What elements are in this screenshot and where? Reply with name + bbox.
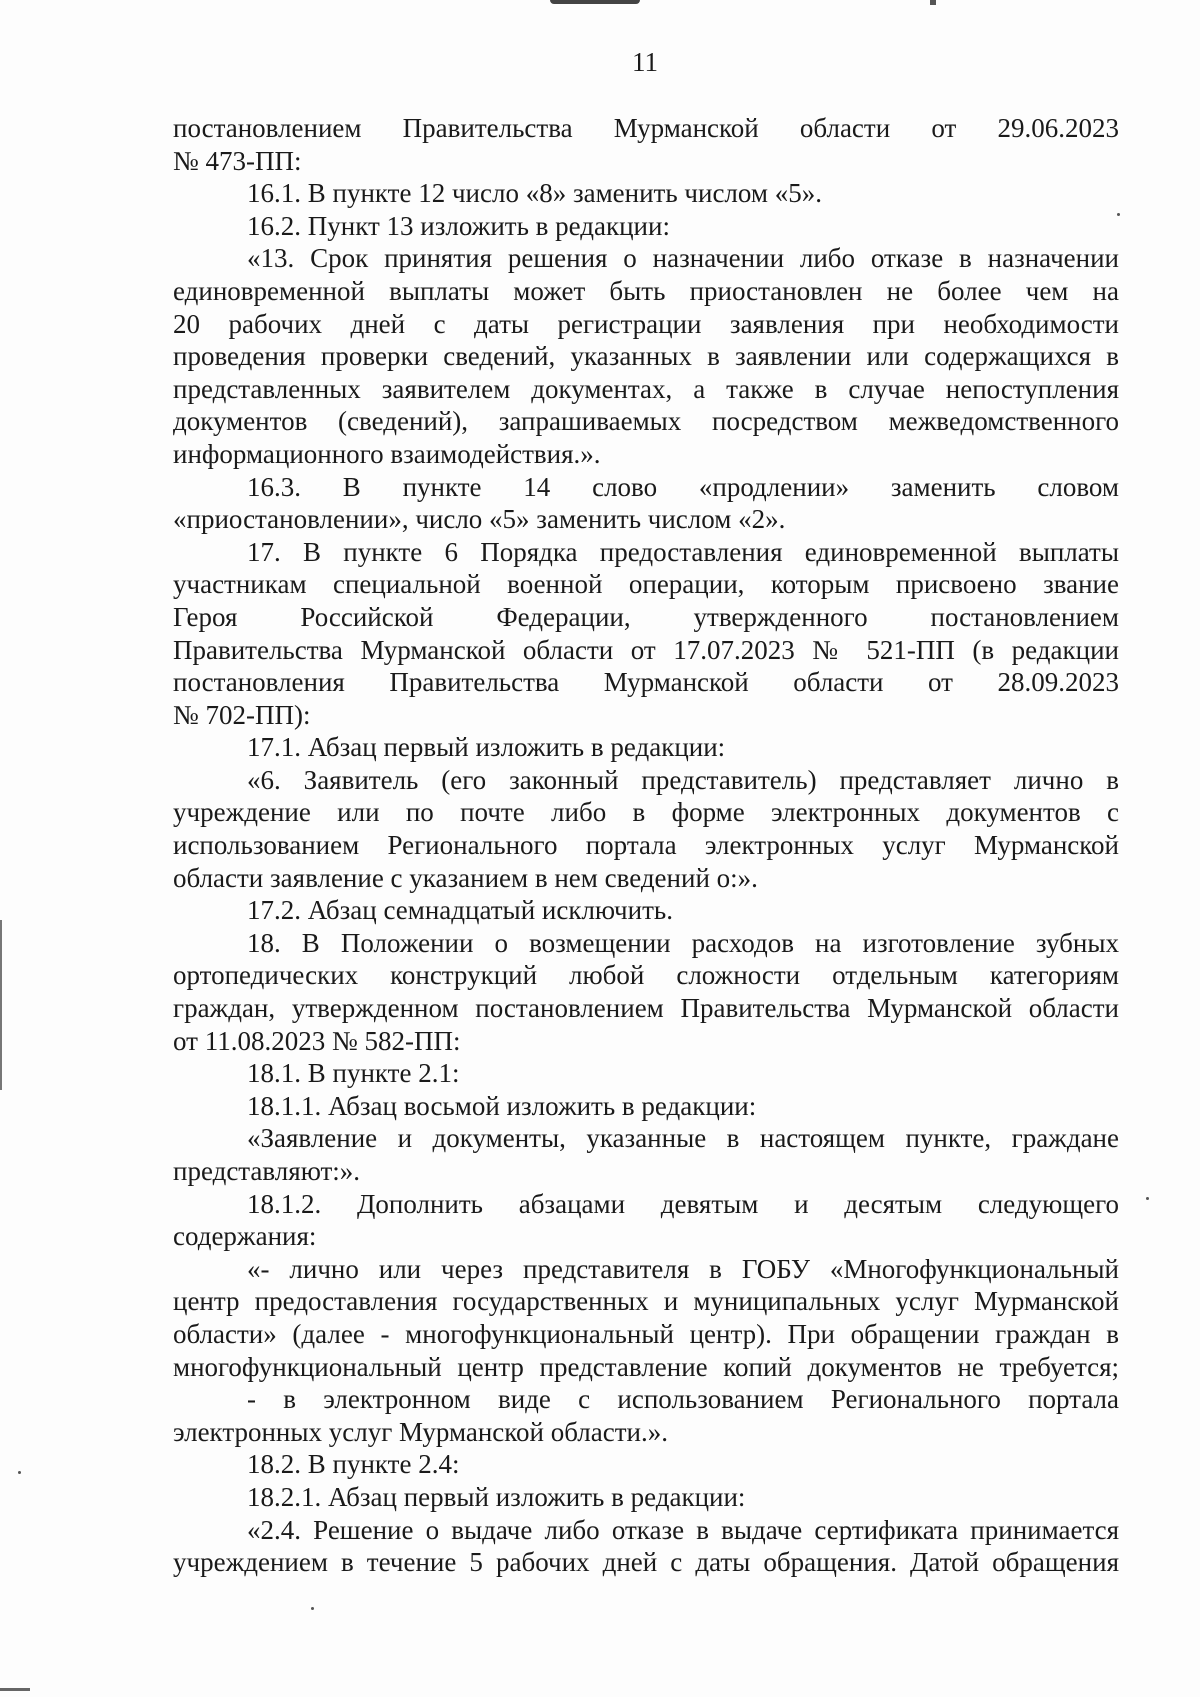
text-line: 16.1. В пункте 12 число «8» заменить числом «5». <box>247 178 822 209</box>
text-line: «Заявление и документы, указанные в настоящем пункте, граждане <box>247 1123 1119 1154</box>
text-line: «13. Срок принятия решения о назначении либо отказе в назначении <box>247 243 1119 274</box>
text-line: Героя Российской Федерации, утвержденного постановлением <box>173 601 1119 632</box>
text-line: «- лично или через представителя в ГОБУ «Многофункциональный <box>247 1253 1119 1284</box>
text-line: «приостановлении», число «5» заменить числом «2». <box>173 504 786 535</box>
text-line: 16.3. В пункте 14 слово «продлении» заменить словом <box>247 471 1119 502</box>
page-number: 11 <box>632 47 658 77</box>
text-line: многофункциональный центр представление копий документов не требуется; <box>173 1351 1119 1382</box>
text-line: участникам специальной военной операции, которым присвоено звание <box>173 569 1119 600</box>
text-line: области заявление с указанием в нем сведений о:». <box>173 862 758 893</box>
scan-artifact-top-right <box>930 0 936 5</box>
text-line: проведения проверки сведений, указанных в заявлении или содержащихся в <box>173 341 1119 372</box>
document-body <box>173 112 1119 1579</box>
text-line: - в электронном виде с использованием Регионального портала <box>247 1384 1119 1415</box>
text-line: представленных заявителем документах, а также в случае непоступления <box>173 373 1119 404</box>
text-line: 16.2. Пункт 13 изложить в редакции: <box>247 210 670 241</box>
text-line: 18.2.1. Абзац первый изложить в редакции: <box>247 1481 746 1512</box>
text-line: учреждением в течение 5 рабочих дней с даты обращения. Датой обращения <box>173 1547 1119 1578</box>
text-line: Правительства Мурманской области от 17.07.2023 № 521-ПП (в редакции <box>173 634 1119 665</box>
text-line: постановления Правительства Мурманской области от 28.09.2023 <box>173 667 1119 698</box>
text-line: центр предоставления государственных и муниципальных услуг Мурманской <box>173 1286 1119 1317</box>
text-line: № 473-ПП: <box>173 145 302 176</box>
text-line: 17. В пункте 6 Порядка предоставления единовременной выплаты <box>247 536 1119 567</box>
text-line: 20 рабочих дней с даты регистрации заявления при необходимости <box>173 308 1119 339</box>
scan-artifact-left-edge <box>0 920 2 1090</box>
text-line: «6. Заявитель (его законный представитель) представляет лично в <box>247 764 1119 795</box>
text-line: области» (далее - многофункциональный центр). При обращении граждан в <box>173 1318 1119 1349</box>
text-line: 18.1.2. Дополнить абзацами девятым и десятым следующего <box>247 1188 1119 1219</box>
text-line: 17.2. Абзац семнадцатый исключить. <box>247 895 673 926</box>
scan-artifact-bottom <box>0 1688 30 1691</box>
text-line: содержания: <box>173 1221 317 1252</box>
scan-speck <box>311 1607 314 1610</box>
text-line: документов (сведений), запрашиваемых посредством межведомственного <box>173 406 1119 437</box>
text-line: № 702-ПП): <box>173 699 311 730</box>
text-line: 18.2. В пункте 2.4: <box>247 1449 460 1480</box>
scan-speck <box>1146 1197 1149 1200</box>
scan-artifact-top <box>550 0 640 4</box>
text-line: граждан, утвержденном постановлением Правительства Мурманской области <box>173 993 1119 1024</box>
text-line: ортопедических конструкций любой сложности отдельным категориям <box>173 960 1119 991</box>
text-line: учреждение или по почте либо в форме электронных документов с <box>173 797 1119 828</box>
text-line: информационного взаимодействия.». <box>173 438 601 469</box>
text-line: от 11.08.2023 № 582-ПП: <box>173 1025 461 1056</box>
scan-speck <box>18 1471 21 1474</box>
text-line: использованием Регионального портала электронных услуг Мурманской <box>173 830 1119 861</box>
text-line: 18.1.1. Абзац восьмой изложить в редакции: <box>247 1090 757 1121</box>
text-line: 18. В Положении о возмещении расходов на изготовление зубных <box>247 927 1119 958</box>
text-line: представляют:». <box>173 1156 361 1186</box>
text-line: 18.1. В пункте 2.1: <box>247 1058 460 1089</box>
text-line: постановлением Правительства Мурманской области от 29.06.2023 <box>173 113 1119 143</box>
text-line: 17.1. Абзац первый изложить в редакции: <box>247 732 726 763</box>
text-line: «2.4. Решение о выдаче либо отказе в выдаче сертификата принимается <box>247 1514 1119 1545</box>
text-line: единовременной выплаты может быть приостановлен не более чем на <box>173 275 1119 306</box>
text-line: электронных услуг Мурманской области.». <box>173 1416 668 1447</box>
